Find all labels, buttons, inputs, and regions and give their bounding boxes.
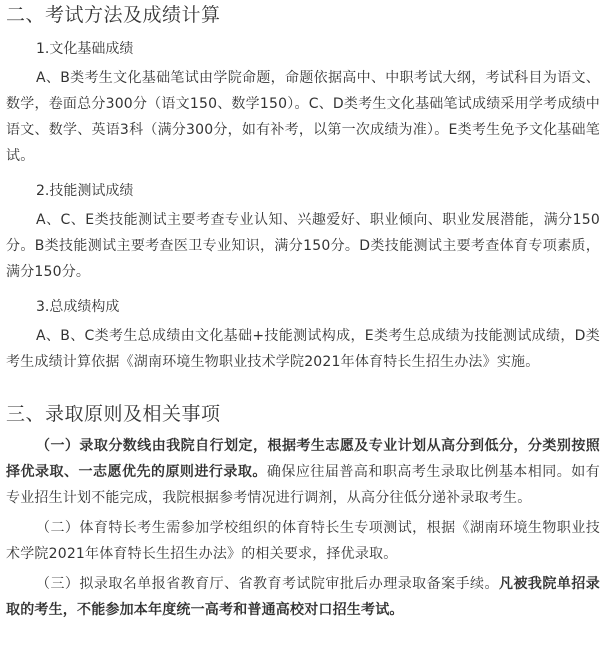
section-heading-exam-methods: 二、考试方法及成绩计算 [6, 4, 221, 26]
paragraph-culture-score: A、B类考生文化基础笔试由学院命题，命题依据高中、中职考试大纲，考试科目为语文、数学，卷面总分300分（语文150、数学150）。C、D类考生文化基础笔试成绩采用学考成绩中语文、数学、英语3科（满分300分，如有补考，以第一次成绩为准）。E类考生免予文化基础笔试。 [6, 70, 600, 164]
paragraph-total-score: A、B、C类考生总成绩由文化基础+技能测试构成，E类考生总成绩为技能测试成绩，D类考生成绩计算依据《湖南环境生物职业技术学院2021年体育特长生招生办法》实施。 [6, 328, 600, 370]
paragraph-admission-rule-1 [6, 433, 600, 511]
admission-rule-1-rest: 确保应往届普高和职高考生录取比例基本相同。如有专业招生计划不能完成，我院根据参考情况进行调剂，从高分往低分递补录取考生。 [6, 464, 600, 506]
subheading-total-score: 3.总成绩构成 [36, 299, 120, 315]
admission-rule-3-bold: 凡被我院单招录取的考生，不能参加本年度统一高考和普通高校对口招生考试。 [6, 576, 600, 618]
section-heading-admission-principles: 三、录取原则及相关事项 [6, 403, 221, 425]
admission-rule-1-bold: （一）录取分数线由我院自行划定，根据考生志愿及专业计划从高分到低分，分类别按照择优录取、一志愿优先的原则进行录取。 [6, 438, 600, 480]
admission-rule-3-normal: （三）拟录取名单报省教育厅、省教育考试院审批后办理录取备案手续。 [36, 576, 499, 592]
paragraph-admission-rule-3 [6, 571, 600, 623]
paragraph-skill-score: A、C、E类技能测试主要考查专业认知、兴趣爱好、职业倾向、职业发展潜能，满分150分。B类技能测试主要考查医卫专业知识，满分150分。D类技能测试主要考查体育专项素质，满分150分。 [6, 212, 600, 280]
paragraph-admission-rule-2: （二）体育特长考生需参加学校组织的体育特长生专项测试，根据《湖南环境生物职业技术学院2021年体育特长生招生办法》的相关要求，择优录取。 [6, 520, 600, 562]
subheading-skill-score: 2.技能测试成绩 [36, 183, 134, 199]
subheading-culture-score: 1.文化基础成绩 [36, 41, 134, 57]
